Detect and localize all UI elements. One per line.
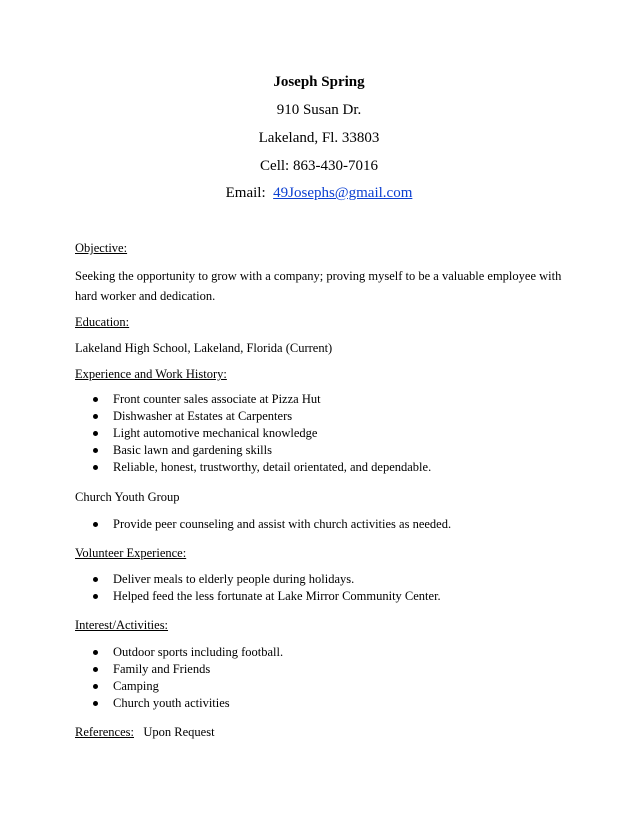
experience-heading: Experience and Work History: bbox=[75, 367, 227, 381]
list-item: Family and Friends bbox=[93, 661, 563, 678]
references-heading: References: bbox=[75, 725, 134, 739]
list-item: Church youth activities bbox=[93, 695, 563, 712]
education-heading: Education: bbox=[75, 315, 130, 329]
list-item: Dishwasher at Estates at Carpenters bbox=[93, 408, 563, 425]
list-item: Helped feed the less fortunate at Lake Mirror Community Center. bbox=[93, 588, 563, 605]
address-line-2: Lakeland, Fl. 33803 bbox=[258, 130, 380, 146]
email-label: Email: bbox=[225, 185, 274, 201]
list-item: Basic lawn and gardening skills bbox=[93, 442, 563, 459]
address-line-1: 910 Susan Dr. bbox=[276, 102, 362, 118]
list-item: Reliable, honest, trustworthy, detail orientated, and dependable. bbox=[93, 459, 563, 476]
email-line bbox=[0, 184, 638, 202]
objective-heading: Objective: bbox=[75, 241, 128, 255]
references-line bbox=[75, 724, 565, 740]
volunteer-list bbox=[93, 571, 563, 605]
list-item: Provide peer counseling and assist with church activities as needed. bbox=[93, 516, 563, 533]
list-item: Outdoor sports including football. bbox=[93, 644, 563, 661]
email-link[interactable]: 49Josephs@gmail.com bbox=[273, 185, 413, 201]
experience-list bbox=[93, 391, 563, 476]
church-list bbox=[93, 516, 563, 533]
church-heading: Church Youth Group bbox=[75, 490, 180, 504]
interests-list bbox=[93, 644, 563, 712]
references-text: Upon Request bbox=[134, 725, 215, 739]
list-item: Light automotive mechanical knowledge bbox=[93, 425, 563, 442]
education-text: Lakeland High School, Lakeland, Florida (Current) bbox=[75, 341, 333, 355]
list-item: Deliver meals to elderly people during holidays. bbox=[93, 571, 563, 588]
applicant-name: Joseph Spring bbox=[273, 74, 365, 90]
volunteer-heading: Volunteer Experience: bbox=[75, 546, 187, 560]
interests-heading: Interest/Activities: bbox=[75, 618, 169, 632]
list-item: Front counter sales associate at Pizza Hut bbox=[93, 391, 563, 408]
list-item: Camping bbox=[93, 678, 563, 695]
objective-text: Seeking the opportunity to grow with a company; proving myself to be a valuable employee with hard worker and dedication. bbox=[75, 269, 562, 303]
cell-phone: Cell: 863-430-7016 bbox=[260, 158, 378, 174]
